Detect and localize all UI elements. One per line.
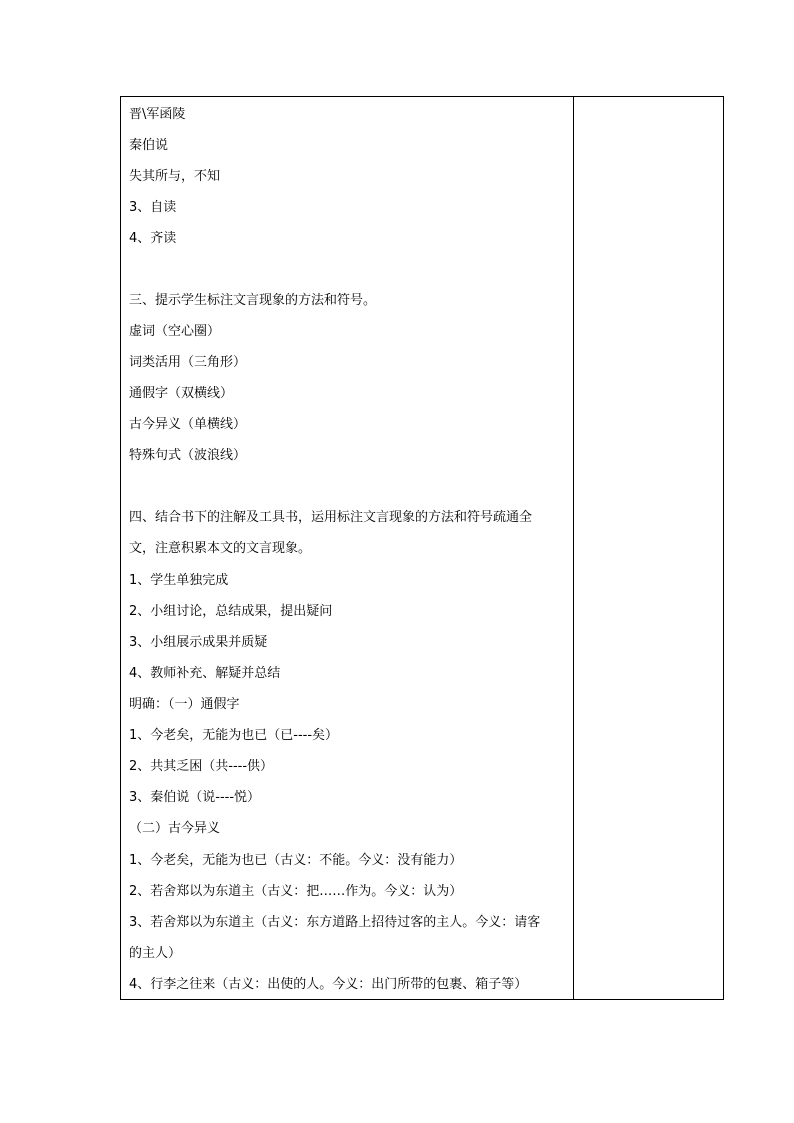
- notes-cell: [574, 97, 723, 999]
- text-line: 词类活用（三角形）: [129, 355, 247, 370]
- text-line: 2、小组讨论，总结成果，提出疑问: [129, 604, 333, 619]
- text-line: 3、自读: [129, 200, 177, 215]
- text-line: 2、若舍郑以为东道主（古义：把……作为。今义：认为）: [129, 884, 463, 899]
- text-line: 3、秦伯说（说----悦）: [129, 790, 261, 805]
- text-line: 1、今老矣，无能为也已（古义：不能。今义：没有能力）: [129, 853, 463, 868]
- text-line: 失其所与，不知: [129, 169, 221, 184]
- text-line: 晋\军函陵: [129, 107, 186, 122]
- text-line: 3、小组展示成果并质疑: [129, 635, 268, 650]
- text-line: 文，注意积累本文的文言现象。: [129, 541, 312, 556]
- text-line: 4、齐读: [129, 231, 177, 246]
- text-line: 3、若舍郑以为东道主（古义：东方道路上招待过客的主人。今义：请客: [129, 915, 541, 930]
- text-line: 4、教师补充、解疑并总结: [129, 666, 281, 681]
- text-line: 通假字（双横线）: [129, 386, 234, 401]
- text-line: （二）古今异义: [129, 821, 221, 836]
- text-line: 1、今老矣，无能为也已（已----矣）: [129, 728, 339, 743]
- text-line: 4、行李之往来（古义：出使的人。今义：出门所带的包裹、箱子等）: [129, 977, 528, 992]
- lesson-table: [120, 96, 724, 1000]
- text-line: 古今异义（单横线）: [129, 417, 247, 432]
- text-line: 三、提示学生标注文言现象的方法和符号。: [129, 293, 377, 308]
- text-line: 特殊句式（波浪线）: [129, 448, 247, 463]
- text-line: 虚词（空心圈）: [129, 324, 221, 339]
- text-line: 秦伯说: [129, 138, 169, 153]
- lesson-content-cell: [121, 97, 573, 999]
- text-line: 的主人）: [129, 946, 182, 961]
- text-line: 1、学生单独完成: [129, 573, 229, 588]
- text-line: 明确：（一）通假字: [129, 697, 240, 712]
- text-line: 2、共其乏困（共----供）: [129, 759, 274, 774]
- text-line: 四、结合书下的注解及工具书，运用标注文言现象的方法和符号疏通全: [129, 510, 533, 525]
